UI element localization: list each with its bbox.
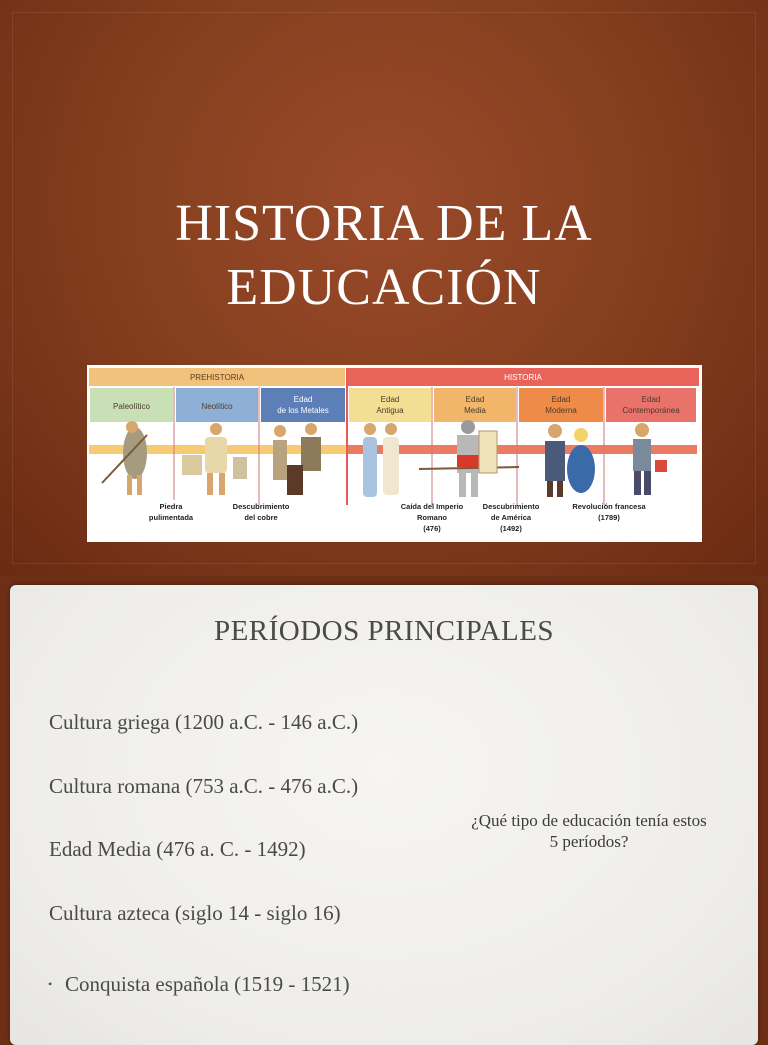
event-label: del cobre (244, 513, 278, 522)
event-label: pulimentada (148, 513, 194, 522)
period-label: Moderna (545, 406, 577, 415)
period-label: Edad (465, 395, 485, 404)
metal-age-figures (273, 423, 321, 495)
title-line-2: EDUCACIÓN (226, 259, 542, 316)
list-item-spanish-conquest: Conquista española (1519 - 1521) (65, 972, 350, 996)
period-label: Edad (641, 395, 661, 404)
list-item-aztec: Cultura azteca (siglo 14 - siglo 16) (49, 901, 341, 925)
title-line-1: HISTORIA DE LA (175, 195, 593, 252)
event-label: de América (490, 513, 532, 522)
event-label: Caída del Imperio (400, 502, 464, 511)
period-label: Edad (380, 395, 400, 404)
event-label: Descubrimiento (232, 502, 290, 511)
history-timeline-image (87, 365, 702, 542)
period-box (519, 388, 603, 422)
neolithic-figure (182, 423, 247, 495)
period-box (434, 388, 516, 422)
period-label: Edad (293, 395, 313, 404)
antiquity-figures (363, 423, 399, 497)
bullet-icon: • (48, 977, 53, 991)
list-item-greek: Cultura griega (1200 a.C. - 146 a.C.) (49, 710, 359, 734)
period-box (349, 388, 431, 422)
paleolithic-figure (102, 421, 147, 495)
slide-heading: PERÍODOS PRINCIPALES (213, 615, 555, 647)
periods-slide (10, 585, 758, 1045)
middle-age-figure (419, 420, 519, 497)
discussion-question: ¿Qué tipo de educación tenía estos 5 períodos? (471, 811, 707, 851)
event-label: (1492) (500, 524, 522, 533)
period-label: de los Metales (277, 406, 329, 415)
period-box (606, 388, 696, 422)
event-label: Romano (417, 513, 447, 522)
prehistoria-label: PREHISTORIA (189, 373, 245, 382)
event-label: (476) (423, 524, 441, 533)
period-label: Edad (551, 395, 571, 404)
event-label: (1789) (598, 513, 620, 522)
event-label: Revolución francesa (572, 502, 646, 511)
period-box (261, 388, 345, 422)
event-label: Descubrimiento (482, 502, 540, 511)
contemporary-figure (633, 423, 667, 495)
historia-label: HISTORIA (504, 373, 542, 382)
period-label: Media (464, 406, 486, 415)
period-label: Antigua (376, 406, 404, 415)
list-item-middle-ages: Edad Media (476 a. C. - 1492) (49, 837, 306, 861)
slide-title (0, 192, 768, 320)
period-label: Contemporánea (622, 406, 680, 415)
period-label: Neolítico (201, 402, 233, 411)
list-item-roman: Cultura romana (753 a.C. - 476 a.C.) (49, 774, 359, 798)
modern-age-figures (545, 424, 595, 497)
event-label: Piedra (159, 502, 183, 511)
period-label: Paleolítico (113, 402, 150, 411)
